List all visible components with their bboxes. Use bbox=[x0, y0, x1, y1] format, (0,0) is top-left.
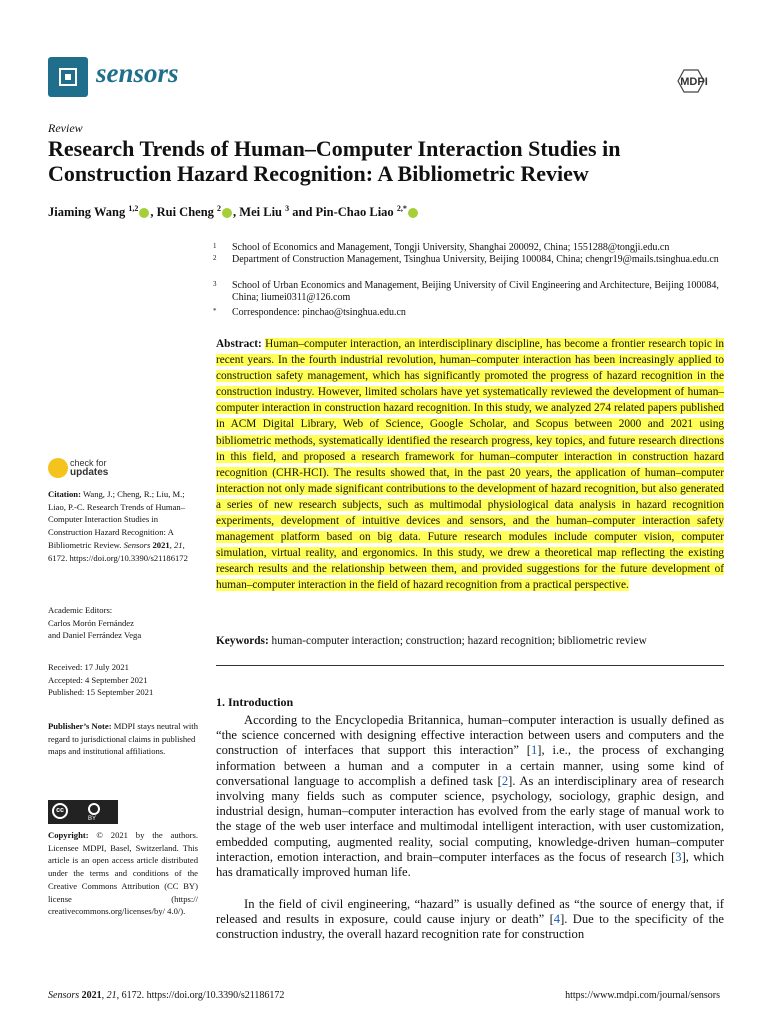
academic-editors: Academic Editors: Carlos Morón Fernández and Daniel Ferrández Vega bbox=[48, 605, 142, 641]
citation: Citation: Wang, J.; Cheng, R.; Liu, M.; Liao, P.-C. Research Trends of Human–Computer Interaction Studies in Construction Hazard Recognition: A Bibliometric Review. Sensors 2021, 21, 6172. https://doi.org/10.3390/s21186172 bbox=[48, 489, 188, 563]
section-heading: 1. Introduction bbox=[216, 695, 294, 709]
correspondence: * Correspondence: pinchao@tsinghua.edu.cn bbox=[213, 307, 406, 318]
abstract-label: Abstract: bbox=[216, 338, 262, 350]
cc-icon: cc bbox=[52, 803, 68, 819]
orcid-icon[interactable] bbox=[222, 208, 232, 218]
intro-paragraph-2: In the field of civil engineering, “hazard” is usually defined as “the source of energy that, if released and results in exposure, could cause injury or death” [4]. Due to the specificity of the construction industry, the overall hazard recognition rate for construction bbox=[216, 897, 724, 942]
chip-icon bbox=[59, 68, 77, 86]
publisher-note: Publisher’s Note: MDPI stays neutral with regard to jurisdictional claims in published maps and institutional affiliations. bbox=[48, 721, 198, 757]
affiliation-2: 2 Department of Construction Management, Tsinghua University, Beijing 100084, China; chengr19@mails.tsinghua.edu.cn bbox=[213, 254, 719, 265]
keywords-label: Keywords: bbox=[216, 635, 269, 647]
author-name: Jiaming Wang bbox=[48, 205, 126, 220]
author-sup: 1,2 bbox=[128, 204, 139, 213]
keywords bbox=[216, 635, 724, 647]
cc-by-license-badge[interactable] bbox=[48, 800, 118, 824]
abstract-text: Human–computer interaction, an interdisciplinary discipline, has become a frontier research topic in recent years. In the fourth industrial revolution, human–computer interaction has been increasingly applied to construction safety management, which has significantly promoted the progress of hazard recognition in the construction industry. However, limited scholars have yet systematically reviewed the development of human–computer interaction in construction hazard recognition. In this study, we analyzed 274 related papers published in ACM Digital Library, Web of Science, Google Scholar, and Scopus between 2000 and 2021 using bibliometric methods, systematically identified the research progress, key topics, and future research directions in this field, and proposed a research framework for human–computer interaction in construction hazard recognition (CHR-HCI). The results showed that, in the past 20 years, the application of human–computer interaction not only made significant contributions to the development of hazard recognition, but also generated a series of new research subjects, such as multimodal physiological data analysis in hazard recognition experiments, development of intuitive devices and sensors, and the human–computer interaction safety management platform based on big data. Future research modules include computer vision, computer simulation, virtual reality, and ergonomics. In this study, we drew a theoretical map reflecting the existing research results and the relationship between them, and provided suggestions for the future development of human–computer interaction in the field of hazard recognition from a practical perspective. bbox=[216, 338, 724, 592]
journal-logo bbox=[48, 57, 88, 97]
person-icon bbox=[88, 803, 100, 815]
mdpi-logo bbox=[668, 68, 720, 94]
author-sup: 3 bbox=[285, 204, 290, 213]
footer-journal-link[interactable]: https://www.mdpi.com/journal/sensors bbox=[565, 990, 720, 1001]
affiliation-1: 1 School of Economics and Management, Tongji University, Shanghai 200092, China; 1551288@tongji.edu.cn bbox=[213, 242, 670, 253]
citation-link[interactable]: 4 bbox=[553, 912, 561, 927]
copyright: Copyright: © 2021 by the authors. Licensee MDPI, Basel, Switzerland. This article is an open access article distributed under the terms and conditions of the Creative Commons Attribution (CC BY) license (https:// creativecommons.org/licenses/by/ 4.0/). bbox=[48, 830, 198, 917]
dates bbox=[48, 661, 198, 699]
divider bbox=[216, 665, 724, 666]
by-label: BY bbox=[88, 816, 97, 822]
intro-paragraph-1: According to the Encyclopedia Britannica, human–computer interaction is usually defined as “the science concerned with designing effective interaction between users and computers and the construction of interfaces that support this interaction” [1], i.e., the process of exchanging information between a human and a computer in a certain manner, using some kind of conversational language to accomplish a defined task [2]. As an interdisciplinary area of research involving many fields such as computer science, psychology, sociology, graphic design, and industrial design, human–computer interaction has evolved from the early stage of manual work to the stage of the web user interface and multimodal intelligent interaction, with user customization, embedded computing, augmented reality, social computing, knowledge-driven human–computer interaction, emotion interaction, and brain–computer interfaces as the focus of research [3], which has dramatically improved human life. bbox=[216, 713, 724, 880]
footer-citation: Sensors 2021, 21, 6172. https://doi.org/10.3390/s21186172 bbox=[48, 990, 285, 1001]
publisher-name: MDPI bbox=[680, 76, 708, 88]
author-name: Mei Liu bbox=[239, 205, 283, 220]
citation-link[interactable]: 1 bbox=[530, 743, 538, 758]
journal-name: sensors bbox=[96, 58, 179, 88]
check-line2: updates bbox=[70, 467, 109, 478]
author-name: Rui Cheng bbox=[156, 205, 214, 220]
orcid-icon[interactable] bbox=[408, 208, 418, 218]
affiliation-3: 3 School of Urban Economics and Management, Beijing University of Civil Engineering and Architecture, Beijing 100084, China; liumei0311@126.com bbox=[213, 280, 719, 303]
article-title: Research Trends of Human–Computer Interaction Studies in Construction Hazard Recognition: A Bibliometric Review bbox=[48, 136, 621, 186]
author-sup: 2,* bbox=[396, 204, 407, 213]
citation-link[interactable]: 3 bbox=[675, 849, 682, 864]
keywords-text: human-computer interaction; construction; hazard recognition; bibliometric review bbox=[271, 635, 647, 647]
check-line1: check for bbox=[70, 458, 107, 468]
citation-link[interactable]: 2 bbox=[501, 773, 509, 788]
author-list: Jiaming Wang $^{1,2}$ , Rui Cheng $^2$ , Mei Liu $^3$ and Pin-Chao Liao $^{2,*}$ bbox=[48, 204, 419, 220]
accepted-date: Accepted: 4 September 2021 bbox=[48, 674, 148, 685]
received-date: Received: 17 July 2021 bbox=[48, 662, 129, 672]
article-type: Review bbox=[48, 121, 83, 135]
check-icon bbox=[48, 458, 68, 478]
author-name: Pin-Chao Liao bbox=[315, 205, 394, 220]
orcid-icon[interactable] bbox=[139, 208, 149, 218]
abstract bbox=[216, 336, 724, 594]
author-sup: 2 bbox=[217, 204, 222, 213]
published-date: Published: 15 September 2021 bbox=[48, 687, 154, 698]
